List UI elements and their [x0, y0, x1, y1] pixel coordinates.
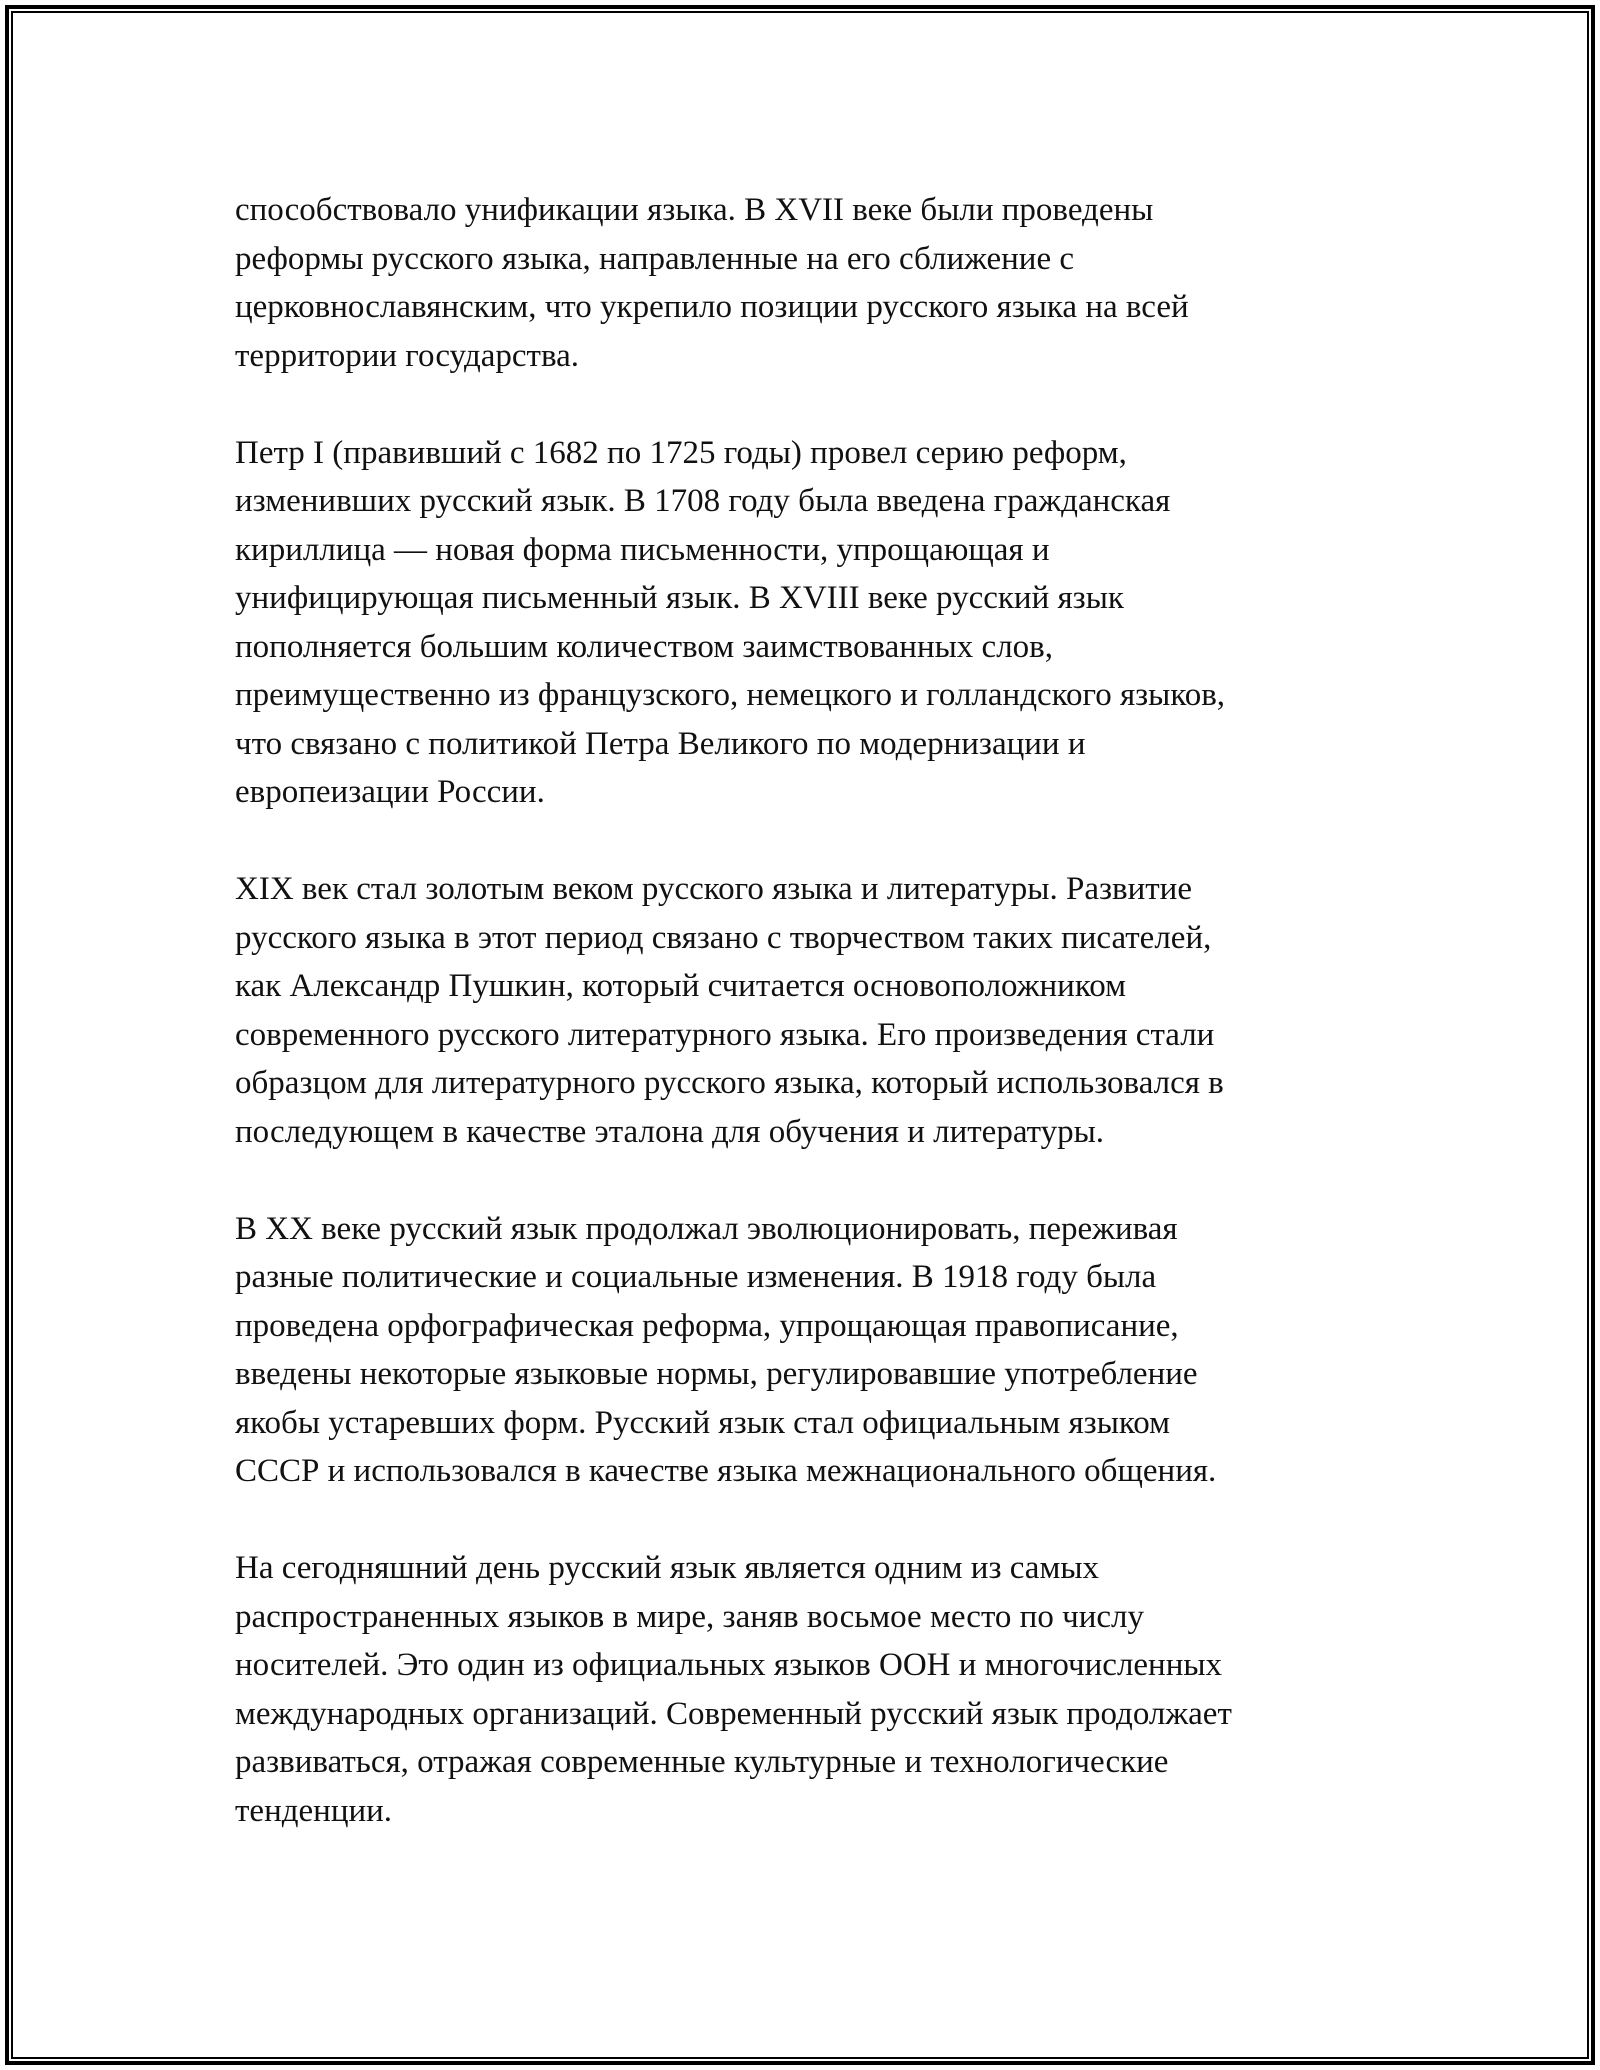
- text-line: носителей. Это один из официальных языков ООН и многочисленных: [235, 1647, 1223, 1683]
- text-line: последующем в качестве эталона для обучения и литературы.: [235, 1113, 1105, 1150]
- text-line: преимущественно из французского, немецкого и голландского языков,: [235, 677, 1226, 713]
- text-line: европеизации России.: [235, 774, 545, 810]
- text-line: разные политические и социальные изменения. В 1918 году была: [235, 1259, 1157, 1295]
- paragraph-twentieth-century: [235, 1205, 1365, 1496]
- text-line: современного русского литературного языка. Его произведения стали: [235, 1016, 1215, 1053]
- text-line: введены некоторые языковые нормы, регулировавшие употребление: [235, 1356, 1198, 1392]
- text-line: реформы русского языка, направленные на его сближение с: [235, 240, 1075, 277]
- text-line: СССР и использовался в качестве языка межнационального общения.: [235, 1453, 1217, 1489]
- text-line: развиваться, отражая современные культурные и технологические: [235, 1744, 1169, 1780]
- text-line: что связано с политикой Петра Великого по модернизации и: [235, 725, 1086, 762]
- paragraph-unification: [235, 186, 1365, 380]
- paragraph-present-day: [235, 1544, 1365, 1835]
- text-line: В XX веке русский язык продолжал эволюционировать, переживая: [235, 1210, 1178, 1247]
- text-line: распространенных языков в мире, заняв восьмое место по числу: [235, 1598, 1144, 1635]
- paragraph-peter-reforms: [235, 429, 1365, 817]
- text-line: изменивших русский язык. В 1708 году была введена гражданская: [235, 483, 1171, 519]
- text-line: тенденции.: [235, 1792, 393, 1829]
- text-line: якобы устаревших форм. Русский язык стал официальным языком: [235, 1404, 1171, 1441]
- paragraph-golden-age: [235, 865, 1365, 1156]
- text-line: На сегодняшний день русский язык является одним из самых: [235, 1550, 1099, 1586]
- text-line: церковнославянским, что укрепило позиции русского языка на всей: [235, 289, 1189, 325]
- text-line: территории государства.: [235, 337, 580, 374]
- text-line: русского языка в этот период связано с творчеством таких писателей,: [235, 919, 1212, 956]
- document-body: [235, 186, 1365, 1835]
- text-line: проведена орфографическая реформа, упрощающая правописание,: [235, 1307, 1179, 1344]
- text-line: пополняется большим количеством заимствованных слов,: [235, 628, 1053, 665]
- text-line: международных организаций. Современный русский язык продолжает: [235, 1695, 1232, 1732]
- text-line: кириллица — новая форма письменности, упрощающая и: [235, 531, 1050, 568]
- text-line: образцом для литературного русского языка, который использовался в: [235, 1065, 1224, 1101]
- text-line: способствовало унификации языка. В XVII веке были проведены: [235, 192, 1154, 228]
- text-line: унифицирующая письменный язык. В XVIII веке русский язык: [235, 580, 1124, 616]
- text-line: XIX век стал золотым веком русского языка и литературы. Развитие: [235, 871, 1192, 907]
- text-line: Петр I (правивший с 1682 по 1725 годы) провел серию реформ,: [235, 434, 1127, 471]
- text-line: как Александр Пушкин, который считается основоположником: [235, 968, 1126, 1004]
